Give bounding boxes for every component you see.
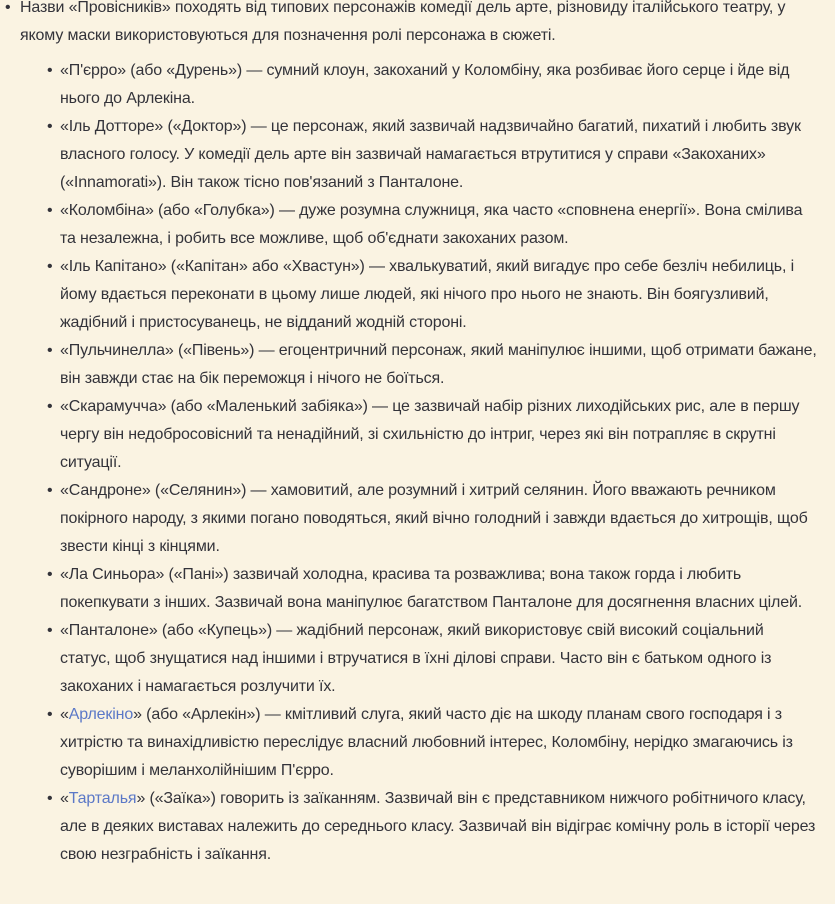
character-item-pierrot [20,57,817,113]
character-item-la-signora [20,561,817,617]
arlecchino-link[interactable]: Арлекіно [68,706,134,723]
character-text: «Сандроне» («Селянин») — хамовитий, але розумний і хитрий селянин. Його вважають речником покірного народу, з якими погано поводяться, який вічно голодний і завжди вдається до хитрощів, щоб звести кінці з кінцями. [60,482,808,555]
character-item-arlecchino [20,701,817,785]
character-item-pulcinella [20,337,817,393]
character-text-pre: « [60,706,69,723]
character-item-sandrone [20,477,817,561]
character-text: «Пульчинелла» («Півень») — егоцентричний персонаж, який маніпулює іншими, щоб отримати бажане, він завжди стає на бік переможця і нічого не боїться. [60,342,817,387]
character-text: «Панталоне» (або «Купець») — жадібний персонаж, який використовує свій високий соціальний статус, щоб знущатися над іншими і втручатися в їхні ділові справи. Часто він є батьком одного із закоханих і намагається розлучити їх. [60,622,772,695]
character-text: «Іль Дотторе» («Доктор») — це персонаж, який зазвичай надзвичайно багатий, пихатий і любить звук власного голосу. У комедії дель арте він зазвичай намагається втрутитися у справи «Закоханих» («Innamorati»). Він також тісно пов'язаний з Панталоне. [60,118,801,191]
characters-list [20,57,817,869]
character-text: «Коломбіна» (або «Голубка») — дуже розумна служниця, яка часто «сповнена енергії». Вона смілива та незалежна, і робить все можливе, щоб об'єднати закоханих разом. [60,202,803,247]
character-item-pantalone [20,617,817,701]
character-text-pre: « [60,790,69,807]
character-text: «Іль Капітано» («Капітан» або «Хвастун») — хвалькуватий, який вигадує про себе безліч небилиць, і йому вдається переконати в цьому лише людей, які нічого про нього не знають. Він боягузливий, жадібний і пристосуванець, не відданий жодній стороні. [60,258,794,331]
character-item-dottore [20,113,817,197]
character-text-post: » («Заїка») говорить із заїканням. Зазвичай він є представником нижчого робітничого класу, але в деяких виставах належить до середнього класу. Зазвичай він відіграє комічну роль в історії через свою незграбність і заїкання. [60,790,816,863]
intro-text: Назви «Провісників» походять від типових персонажів комедії дель арте, різновиду італійського театру, у якому маски використовуються для позначення ролі персонажа в сюжеті. [20,0,786,44]
character-text: «Ла Синьора» («Пані») зазвичай холодна, красива та розважлива; вона також горда і любить покепкувати з інших. Зазвичай вона маніпулює багатством Панталоне для досягнення власних цілей. [60,566,803,611]
character-text-post: » (або «Арлекін») — кмітливий слуга, який часто діє на шкоду планам свого господаря і з хитрістю та винахідливістю переслідує власний любовний інтерес, Коломбіну, нерідко змагаючись із суворішим і меланхолійнішим П'єрро. [60,706,793,779]
character-text: «П'єрро» (або «Дурень») — сумний клоун, закоханий у Коломбіну, яка розбиває його серце і йде від нього до Арлекіна. [60,62,790,107]
character-item-tartaglia [20,785,817,869]
character-item-scaramuccia [20,393,817,477]
character-item-colombina [20,197,817,253]
character-text: «Скарамучча» (або «Маленький забіяка») — це зазвичай набір різних лиходійських рис, але в першу чергу він недобросовісний та ненадійний, зі схильністю до інтриг, через які він потрапляє в скрутні ситуації. [60,398,800,471]
character-item-capitano [20,253,817,337]
tartaglia-link[interactable]: Тарталья [68,790,137,807]
